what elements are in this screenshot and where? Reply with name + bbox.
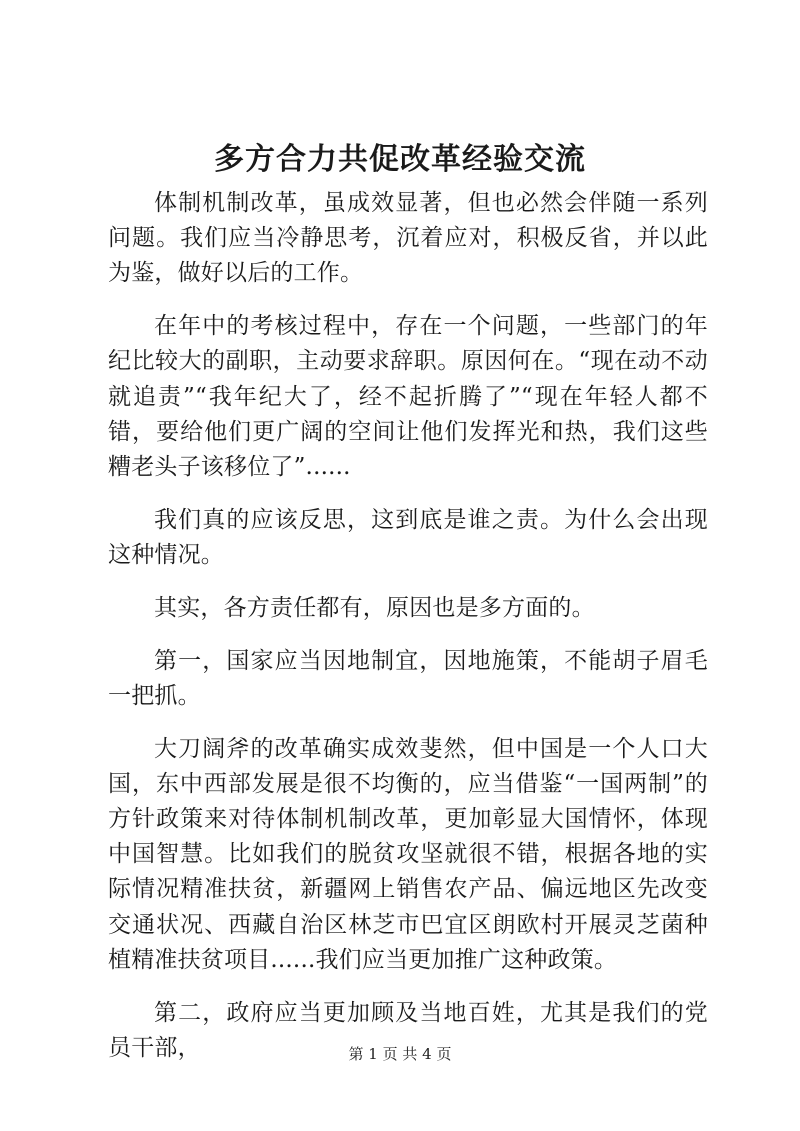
paragraph-3: 我们真的应该反思，这到底是谁之责。为什么会出现这种情况。	[108, 506, 708, 569]
paragraph-1: 体制机制改革，虽成效显著，但也必然会伴随一系列问题。我们应当冷静思考，沉着应对，积极反省，并以此为鉴，做好以后的工作。	[108, 190, 708, 287]
document-body	[108, 186, 708, 1066]
document-title: 多方合力共促改革经验交流	[214, 142, 586, 177]
paragraph-7: 第二，政府应当更加顾及当地百姓，尤其是我们的党员干部，	[108, 999, 708, 1061]
paragraph-4: 其实，各方责任都有，原因也是多方面的。	[154, 594, 595, 621]
page-footer: 第 1 页 共 4 页	[348, 1045, 452, 1063]
paragraph-2: 在年中的考核过程中，存在一个问题，一些部门的年纪比较大的副职，主动要求辞职。原因何在。“现在动不动就追责”“我年纪大了，经不起折腾了”“现在年轻人都不错，要给他们更广阔的空间让他们发挥光和热，我们这些糟老头子该移位了”......	[108, 313, 708, 481]
paragraph-6: 大刀阔斧的改革确实成效斐然，但中国是一个人口大国，东中西部发展是很不均衡的，应当借鉴“一国两制”的方针政策来对待体制机制改革，更加彰显大国情怀，体现中国智慧。比如我们的脱贫攻坚就很不错，根据各地的实际情况精准扶贫，新疆网上销售农产品、偏远地区先改变交通状况、西藏自治区林芝市巴宜区朗欧村开展灵芝菌种植精准扶贫项目......我们应当更加推广这种政策。	[108, 735, 708, 973]
paragraph-5: 第一，国家应当因地制宜，因地施策，不能胡子眉毛一把抓。	[108, 647, 708, 709]
